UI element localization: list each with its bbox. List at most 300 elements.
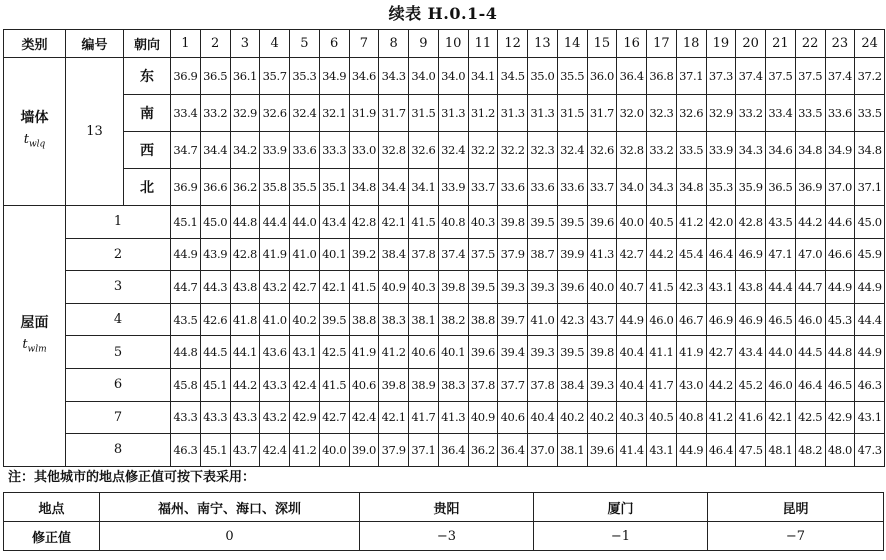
table-cell: 33.9: [706, 132, 736, 169]
table-cell: 35.7: [260, 58, 290, 95]
table-cell: 42.7: [290, 271, 320, 304]
table-cell: 32.4: [438, 132, 468, 169]
header-hour: 4: [260, 30, 290, 58]
table-cell: 35.9: [736, 169, 766, 206]
table-cell: 43.8: [230, 271, 260, 304]
table-cell: 36.9: [171, 169, 201, 206]
table-cell: 32.2: [498, 132, 528, 169]
table-cell: 33.5: [676, 132, 706, 169]
table-cell: 43.3: [230, 401, 260, 434]
table-cell: 38.4: [379, 238, 409, 271]
table-cell: 31.3: [498, 95, 528, 132]
table-cell: 42.3: [676, 271, 706, 304]
table-cell: 46.5: [825, 368, 855, 401]
table-cell: 34.8: [795, 132, 825, 169]
table-cell: 44.4: [260, 206, 290, 239]
table-cell: 36.5: [200, 58, 230, 95]
table-cell: 42.5: [319, 336, 349, 369]
table-cell: 39.3: [528, 271, 558, 304]
table-cell: 33.6: [290, 132, 320, 169]
roof-row: [4, 206, 885, 239]
table-cell: 42.9: [825, 401, 855, 434]
header-code: 编号: [66, 30, 124, 58]
table-cell: 40.7: [617, 271, 647, 304]
table-cell: 36.9: [171, 58, 201, 95]
roof-code: 6: [66, 368, 171, 401]
table-cell: 41.2: [676, 206, 706, 239]
table-cell: 42.3: [557, 303, 587, 336]
table-cell: 36.2: [468, 434, 498, 467]
table-cell: 44.0: [290, 206, 320, 239]
table-cell: 44.2: [795, 206, 825, 239]
table-cell: 40.3: [409, 271, 439, 304]
table-cell: 44.8: [171, 336, 201, 369]
header-hour: 16: [617, 30, 647, 58]
table-cell: 36.4: [438, 434, 468, 467]
table-cell: 40.1: [438, 336, 468, 369]
table-cell: 38.9: [409, 368, 439, 401]
table-cell: 46.0: [647, 303, 677, 336]
table-cell: 41.9: [676, 336, 706, 369]
table-cell: 39.8: [587, 336, 617, 369]
table-cell: 35.3: [706, 169, 736, 206]
table-cell: 41.5: [349, 271, 379, 304]
table-cell: 40.2: [587, 401, 617, 434]
wall-code: 13: [66, 58, 124, 206]
table-cell: 43.3: [200, 401, 230, 434]
roof-code: 4: [66, 303, 171, 336]
correction-value-label: 修正值: [4, 522, 100, 551]
table-cell: 34.8: [855, 132, 885, 169]
table-cell: 37.8: [409, 238, 439, 271]
table-cell: 34.0: [438, 58, 468, 95]
table-cell: 31.5: [557, 95, 587, 132]
table-cell: 33.3: [319, 132, 349, 169]
header-hour: 10: [438, 30, 468, 58]
table-cell: 37.4: [438, 238, 468, 271]
table-cell: 41.7: [409, 401, 439, 434]
table-cell: 45.1: [200, 434, 230, 467]
table-cell: 32.6: [260, 95, 290, 132]
table-cell: 31.3: [528, 95, 558, 132]
header-hour: 5: [290, 30, 320, 58]
table-cell: 42.4: [260, 434, 290, 467]
table-cell: 42.9: [290, 401, 320, 434]
table-cell: 46.3: [171, 434, 201, 467]
table-cell: 33.4: [171, 95, 201, 132]
table-cell: 41.9: [260, 238, 290, 271]
table-cell: 39.5: [319, 303, 349, 336]
roof-code: 3: [66, 271, 171, 304]
table-cell: 33.6: [498, 169, 528, 206]
table-cell: 46.9: [706, 303, 736, 336]
table-cell: 40.2: [290, 303, 320, 336]
header-hour: 8: [379, 30, 409, 58]
table-cell: 32.6: [409, 132, 439, 169]
correction-value: −7: [708, 522, 884, 551]
table-cell: 33.9: [260, 132, 290, 169]
header-hour: 2: [200, 30, 230, 58]
table-cell: 36.6: [200, 169, 230, 206]
table-cell: 45.0: [855, 206, 885, 239]
table-cell: 43.0: [676, 368, 706, 401]
table-cell: 47.5: [736, 434, 766, 467]
table-cell: 42.1: [379, 206, 409, 239]
table-cell: 43.4: [319, 206, 349, 239]
table-cell: 45.2: [736, 368, 766, 401]
table-cell: 39.5: [528, 206, 558, 239]
table-cell: 34.2: [230, 132, 260, 169]
wall-category-cell: [4, 58, 66, 206]
table-cell: 42.1: [319, 271, 349, 304]
correction-table: [3, 492, 884, 551]
table-cell: 33.5: [795, 95, 825, 132]
table-cell: 31.3: [438, 95, 468, 132]
table-cell: 45.9: [855, 238, 885, 271]
table-cell: 33.6: [825, 95, 855, 132]
table-cell: 34.7: [171, 132, 201, 169]
table-cell: 44.1: [230, 336, 260, 369]
table-cell: 33.6: [557, 169, 587, 206]
table-cell: 46.4: [706, 238, 736, 271]
roof-row: [4, 368, 885, 401]
table-cell: 42.8: [230, 238, 260, 271]
header-hour: 19: [706, 30, 736, 58]
table-cell: 38.3: [438, 368, 468, 401]
table-cell: 40.4: [617, 336, 647, 369]
header-hour: 22: [795, 30, 825, 58]
roof-row: [4, 238, 885, 271]
table-cell: 38.3: [379, 303, 409, 336]
table-cell: 39.0: [349, 434, 379, 467]
table-cell: 44.9: [676, 434, 706, 467]
table-cell: 37.0: [825, 169, 855, 206]
table-cell: 37.9: [379, 434, 409, 467]
table-cell: 39.8: [379, 368, 409, 401]
table-cell: 45.1: [200, 368, 230, 401]
table-cell: 35.5: [557, 58, 587, 95]
table-cell: 43.1: [855, 401, 885, 434]
table-cell: 42.7: [617, 238, 647, 271]
wall-orientation: 南: [124, 95, 171, 132]
table-cell: 41.5: [409, 206, 439, 239]
table-cell: 40.0: [617, 206, 647, 239]
roof-row: [4, 271, 885, 304]
table-cell: 40.5: [647, 401, 677, 434]
table-cell: 34.6: [349, 58, 379, 95]
table-cell: 40.6: [409, 336, 439, 369]
table-cell: 37.1: [409, 434, 439, 467]
table-cell: 36.4: [617, 58, 647, 95]
roof-code: 8: [66, 434, 171, 467]
table-cell: 43.2: [260, 401, 290, 434]
table-cell: 38.7: [528, 238, 558, 271]
table-cell: 37.4: [736, 58, 766, 95]
table-cell: 47.3: [855, 434, 885, 467]
table-cell: 40.8: [676, 401, 706, 434]
table-cell: 44.8: [825, 336, 855, 369]
table-cell: 39.5: [557, 206, 587, 239]
table-cell: 43.5: [766, 206, 796, 239]
table-cell: 43.9: [200, 238, 230, 271]
table-cell: 37.5: [766, 58, 796, 95]
table-cell: 39.7: [498, 303, 528, 336]
table-cell: 41.5: [647, 271, 677, 304]
table-cell: 46.4: [706, 434, 736, 467]
table-cell: 32.9: [230, 95, 260, 132]
table-cell: 46.0: [795, 303, 825, 336]
table-cell: 40.4: [617, 368, 647, 401]
place-name: 贵阳: [360, 493, 534, 522]
roof-code: 7: [66, 401, 171, 434]
table-cell: 33.9: [438, 169, 468, 206]
table-cell: 38.2: [438, 303, 468, 336]
table-cell: 44.5: [795, 336, 825, 369]
table-cell: 39.3: [587, 368, 617, 401]
roof-symbol-sub: wlm: [27, 344, 47, 355]
table-cell: 43.7: [587, 303, 617, 336]
table-cell: 45.4: [676, 238, 706, 271]
table-cell: 35.5: [290, 169, 320, 206]
header-hour: 11: [468, 30, 498, 58]
table-cell: 34.4: [200, 132, 230, 169]
table-cell: 46.9: [736, 238, 766, 271]
table-cell: 37.2: [855, 58, 885, 95]
temperature-table: [3, 29, 885, 467]
table-cell: 42.4: [290, 368, 320, 401]
table-cell: 32.6: [587, 132, 617, 169]
table-cell: 39.5: [468, 271, 498, 304]
wall-row: [4, 95, 885, 132]
table-cell: 41.7: [647, 368, 677, 401]
table-cell: 33.5: [855, 95, 885, 132]
table-cell: 40.9: [468, 401, 498, 434]
table-cell: 46.7: [676, 303, 706, 336]
table-cell: 46.6: [825, 238, 855, 271]
table-cell: 32.2: [468, 132, 498, 169]
table-cell: 44.0: [766, 336, 796, 369]
roof-code: 5: [66, 336, 171, 369]
table-cell: 43.1: [290, 336, 320, 369]
header-hour: 18: [676, 30, 706, 58]
table-cell: 33.7: [587, 169, 617, 206]
table-cell: 41.0: [290, 238, 320, 271]
table-cell: 32.3: [647, 95, 677, 132]
roof-row: [4, 434, 885, 467]
table-cell: 41.2: [379, 336, 409, 369]
place-label: 地点: [4, 493, 100, 522]
table-cell: 39.6: [587, 206, 617, 239]
table-cell: 32.3: [528, 132, 558, 169]
roof-symbol-base: t: [22, 336, 28, 352]
table-cell: 41.5: [319, 368, 349, 401]
table-cell: 45.1: [171, 206, 201, 239]
table-cell: 44.7: [795, 271, 825, 304]
place-name: 昆明: [708, 493, 884, 522]
roof-row: [4, 336, 885, 369]
table-cell: 46.9: [736, 303, 766, 336]
table-cell: 40.0: [587, 271, 617, 304]
table-cell: 39.4: [498, 336, 528, 369]
table-cell: 31.5: [409, 95, 439, 132]
table-cell: 42.7: [319, 401, 349, 434]
table-cell: 37.0: [528, 434, 558, 467]
table-cell: 31.7: [587, 95, 617, 132]
roof-category-cell: [4, 206, 66, 467]
table-cell: 33.7: [468, 169, 498, 206]
roof-row: [4, 303, 885, 336]
wall-symbol-base: t: [23, 132, 29, 148]
header-hour: 13: [528, 30, 558, 58]
table-cell: 39.9: [557, 238, 587, 271]
table-cell: 37.8: [468, 368, 498, 401]
table-cell: 34.9: [319, 58, 349, 95]
table-cell: 39.6: [557, 271, 587, 304]
table-cell: 43.3: [260, 368, 290, 401]
table-cell: 41.8: [230, 303, 260, 336]
header-row: [4, 30, 885, 58]
table-cell: 41.6: [736, 401, 766, 434]
table-cell: 47.1: [766, 238, 796, 271]
table-cell: 34.3: [736, 132, 766, 169]
table-cell: 40.4: [528, 401, 558, 434]
header-hour: 1: [171, 30, 201, 58]
table-cell: 32.4: [557, 132, 587, 169]
table-cell: 34.0: [409, 58, 439, 95]
table-cell: 34.0: [617, 169, 647, 206]
table-cell: 36.4: [498, 434, 528, 467]
table-cell: 42.7: [706, 336, 736, 369]
table-cell: 31.9: [349, 95, 379, 132]
table-cell: 44.4: [766, 271, 796, 304]
header-hour: 6: [319, 30, 349, 58]
table-cell: 44.9: [855, 271, 885, 304]
table-cell: 39.2: [349, 238, 379, 271]
wall-row: [4, 132, 885, 169]
table-cell: 40.3: [617, 401, 647, 434]
table-cell: 45.8: [171, 368, 201, 401]
table-cell: 33.4: [766, 95, 796, 132]
table-cell: 36.9: [795, 169, 825, 206]
table-cell: 40.5: [647, 206, 677, 239]
table-cell: 36.0: [587, 58, 617, 95]
table-cell: 39.3: [528, 336, 558, 369]
table-cell: 32.0: [617, 95, 647, 132]
wall-orientation: 北: [124, 169, 171, 206]
table-cell: 43.5: [171, 303, 201, 336]
table-cell: 40.8: [438, 206, 468, 239]
table-cell: 37.9: [498, 238, 528, 271]
table-cell: 38.1: [557, 434, 587, 467]
table-cell: 38.8: [349, 303, 379, 336]
table-cell: 41.4: [617, 434, 647, 467]
table-cell: 34.4: [379, 169, 409, 206]
wall-row: [4, 169, 885, 206]
table-cell: 43.6: [260, 336, 290, 369]
header-hour: 20: [736, 30, 766, 58]
wall-symbol-sub: wlq: [28, 139, 46, 150]
table-cell: 41.0: [260, 303, 290, 336]
table-cell: 42.0: [706, 206, 736, 239]
table-cell: 38.4: [557, 368, 587, 401]
table-cell: 48.2: [795, 434, 825, 467]
correction-value: −1: [534, 522, 708, 551]
table-cell: 37.1: [855, 169, 885, 206]
table-cell: 48.1: [766, 434, 796, 467]
header-hour: 17: [647, 30, 677, 58]
table-cell: 40.6: [498, 401, 528, 434]
header-category: 类别: [4, 30, 66, 58]
table-cell: 42.1: [766, 401, 796, 434]
table-cell: 45.0: [200, 206, 230, 239]
wall-label: 墙体: [20, 110, 49, 127]
table-cell: 41.3: [587, 238, 617, 271]
table-cell: 39.8: [438, 271, 468, 304]
table-cell: 37.1: [676, 58, 706, 95]
table-cell: 47.0: [795, 238, 825, 271]
table-cell: 31.7: [379, 95, 409, 132]
table-cell: 44.2: [647, 238, 677, 271]
table-cell: 32.9: [706, 95, 736, 132]
table-cell: 34.1: [409, 169, 439, 206]
table-cell: 43.8: [736, 271, 766, 304]
table-cell: 40.3: [468, 206, 498, 239]
table-cell: 34.8: [676, 169, 706, 206]
table-cell: 44.7: [171, 271, 201, 304]
table-cell: 44.9: [617, 303, 647, 336]
table-cell: 40.2: [557, 401, 587, 434]
header-hour: 9: [409, 30, 439, 58]
table-cell: 37.5: [468, 238, 498, 271]
table-title: 续表 H.0.1-4: [388, 4, 498, 23]
roof-code: 2: [66, 238, 171, 271]
table-cell: 36.8: [647, 58, 677, 95]
table-cell: 35.1: [319, 169, 349, 206]
table-cell: 36.2: [230, 169, 260, 206]
table-cell: 44.8: [230, 206, 260, 239]
table-cell: 40.0: [319, 434, 349, 467]
table-cell: 43.1: [647, 434, 677, 467]
table-cell: 43.3: [171, 401, 201, 434]
table-cell: 34.5: [498, 58, 528, 95]
table-cell: 44.3: [200, 271, 230, 304]
table-cell: 37.5: [795, 58, 825, 95]
header-hour: 24: [855, 30, 885, 58]
table-cell: 41.3: [438, 401, 468, 434]
table-cell: 34.3: [379, 58, 409, 95]
table-cell: 39.6: [587, 434, 617, 467]
place-name: 福州、南宁、海口、深圳: [100, 493, 360, 522]
correction-value: −3: [360, 522, 534, 551]
header-orientation: 朝向: [124, 30, 171, 58]
table-cell: 43.1: [706, 271, 736, 304]
table-cell: 32.4: [290, 95, 320, 132]
table-cell: 44.9: [855, 336, 885, 369]
table-cell: 34.8: [349, 169, 379, 206]
table-cell: 44.5: [200, 336, 230, 369]
header-hour: 7: [349, 30, 379, 58]
table-cell: 33.2: [647, 132, 677, 169]
header-hour: 21: [766, 30, 796, 58]
table-cell: 39.3: [498, 271, 528, 304]
table-cell: 42.4: [349, 401, 379, 434]
header-hour: 15: [587, 30, 617, 58]
header-hour: 14: [557, 30, 587, 58]
table-cell: 35.3: [290, 58, 320, 95]
table-cell: 39.5: [557, 336, 587, 369]
table-cell: 41.9: [349, 336, 379, 369]
table-cell: 44.9: [825, 271, 855, 304]
